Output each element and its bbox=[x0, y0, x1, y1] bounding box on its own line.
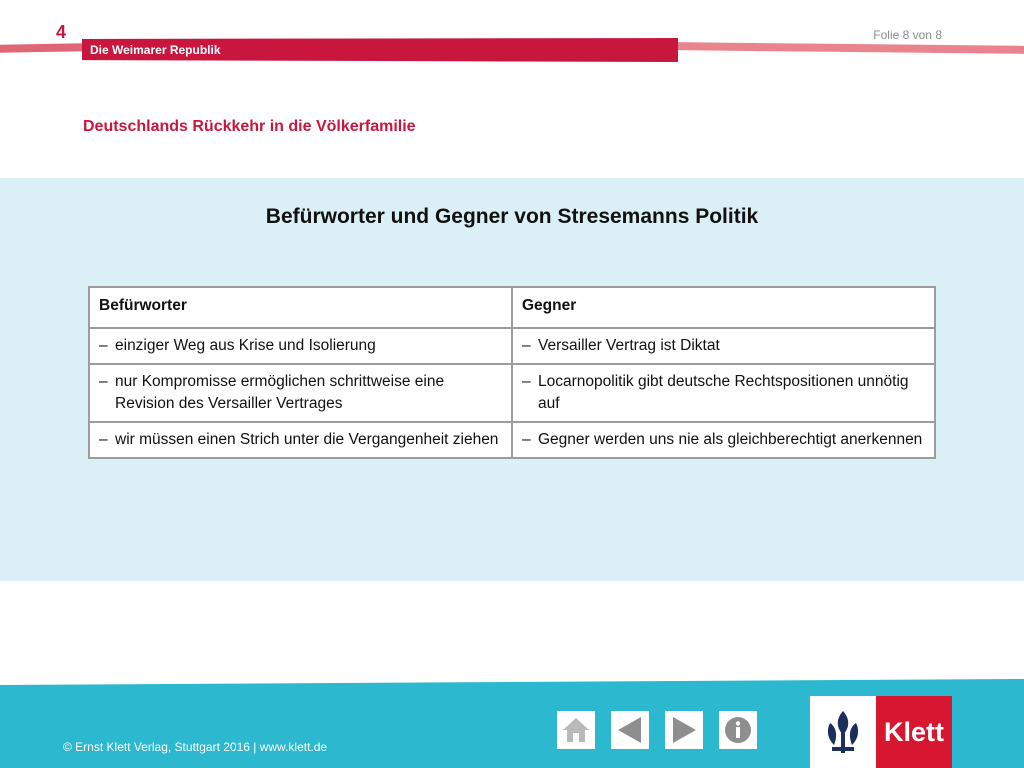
cell-text: einziger Weg aus Krise und Isolierung bbox=[115, 337, 376, 354]
table-cell bbox=[89, 328, 512, 364]
next-button[interactable] bbox=[665, 711, 703, 749]
table-cell bbox=[89, 422, 512, 458]
bullet-dash: – bbox=[99, 431, 108, 448]
comparison-table bbox=[88, 286, 936, 459]
klett-emblem-icon bbox=[810, 696, 876, 768]
previous-icon bbox=[615, 715, 645, 745]
bullet-dash: – bbox=[522, 431, 531, 448]
table-cell bbox=[512, 364, 935, 422]
table-row bbox=[89, 422, 935, 458]
cell-text: Locarnopolitik gibt deutsche Rechtspositionen unnötig auf bbox=[538, 373, 909, 412]
bullet-dash: – bbox=[522, 337, 531, 354]
column-header-gegner: Gegner bbox=[512, 287, 935, 328]
previous-button[interactable] bbox=[611, 711, 649, 749]
home-icon bbox=[561, 715, 591, 745]
bullet-dash: – bbox=[522, 373, 531, 390]
cell-text: wir müssen einen Strich unter die Vergangenheit ziehen bbox=[115, 431, 499, 448]
bullet-dash: – bbox=[99, 373, 108, 390]
bullet-dash: – bbox=[99, 337, 108, 354]
table-header-row bbox=[89, 287, 935, 328]
chapter-title: Die Weimarer Republik bbox=[90, 43, 221, 57]
cell-text: nur Kompromisse ermöglichen schrittweise eine Revision des Versailler Vertrages bbox=[115, 373, 445, 412]
cell-text: Versailler Vertrag ist Diktat bbox=[538, 337, 720, 354]
klett-wordmark: Klett bbox=[876, 696, 952, 768]
slide-subtitle: Deutschlands Rückkehr in die Völkerfamilie bbox=[83, 118, 416, 135]
chapter-number: 4 bbox=[56, 22, 67, 42]
slide-title: Befürworter und Gegner von Stresemanns Politik bbox=[265, 205, 759, 228]
next-icon bbox=[669, 715, 699, 745]
header-stripe-left bbox=[0, 43, 84, 52]
table-cell bbox=[512, 328, 935, 364]
table-cell bbox=[89, 364, 512, 422]
column-header-befuerworter: Befürworter bbox=[89, 287, 512, 328]
header-stripe-right bbox=[676, 42, 1024, 54]
cell-text: Gegner werden uns nie als gleichberechtigt anerkennen bbox=[538, 431, 923, 448]
info-button[interactable] bbox=[719, 711, 757, 749]
table-cell bbox=[512, 422, 935, 458]
home-button[interactable] bbox=[557, 711, 595, 749]
table-row bbox=[89, 328, 935, 364]
info-icon bbox=[723, 715, 753, 745]
table-row bbox=[89, 364, 935, 422]
copyright-text: © Ernst Klett Verlag, Stuttgart 2016 | www.klett.de bbox=[63, 740, 328, 754]
klett-logo bbox=[810, 696, 952, 768]
slide-counter: Folie 8 von 8 bbox=[873, 28, 942, 42]
